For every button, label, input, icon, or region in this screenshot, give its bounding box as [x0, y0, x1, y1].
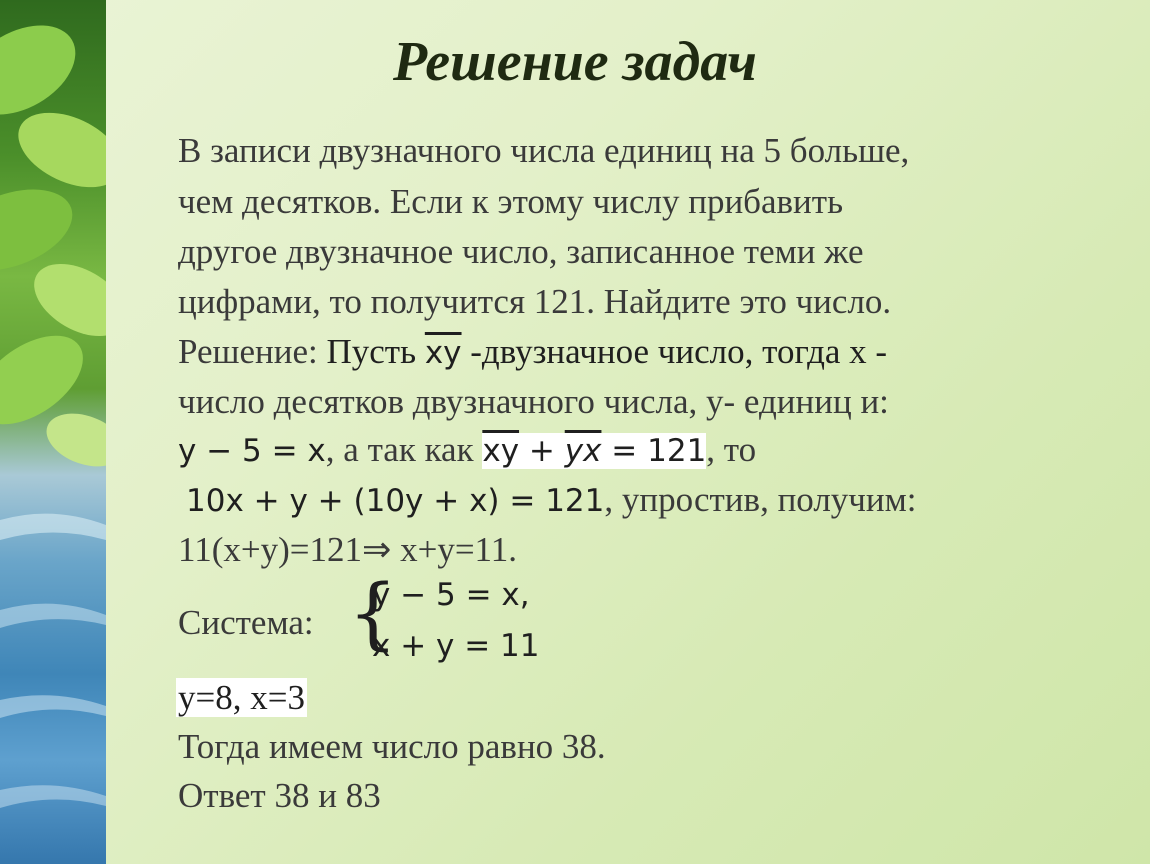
solution-line-3: [178, 430, 756, 470]
implies-arrow: ⇒: [362, 530, 392, 569]
result-line: [176, 678, 307, 718]
problem-line-3: другое двузначное число, записанное теми же: [178, 232, 864, 271]
solution-line-3-end: , то: [706, 430, 757, 469]
solution-line-2: число десятков двузначного числа, у- единиц и:: [178, 382, 889, 421]
sum-result: х+у=11.: [391, 530, 518, 569]
number-yx: $\overline{yx}$: [564, 433, 602, 469]
slide-title: Решение задач: [393, 31, 757, 93]
nature-image-strip: [0, 0, 106, 864]
answer-line: Ответ 38 и 83: [178, 776, 381, 815]
solution-line-1-rest: -двузначное число, тогда х -: [461, 332, 888, 371]
sum-equation: [482, 433, 706, 469]
equation-1: y − 5 = x: [178, 433, 326, 469]
equals-121: = 121: [601, 433, 707, 469]
conclusion-line: Тогда имеем число равно 38.: [178, 727, 606, 766]
plus-sign: +: [519, 433, 565, 469]
problem-line-2: чем десятков. Если к этому числу прибавить: [178, 182, 844, 221]
equation-2: 10x + y + (10y + x) = 121: [186, 483, 605, 519]
solution-line-4: [186, 480, 917, 520]
number-xy-2: $\overline{xy}$: [482, 433, 520, 469]
system-label: Система:: [178, 603, 314, 642]
problem-line-1: В записи двузначного числа единиц на 5 больше,: [178, 131, 910, 170]
solution-line-4-end: , упростив, получим:: [604, 480, 917, 519]
result-values: у=8, х=3: [178, 678, 305, 717]
let-word: Пусть: [326, 332, 425, 371]
solution-line-5: [178, 530, 517, 570]
system-equation-2: x + y = 11: [372, 628, 540, 664]
number-xy: $\overline{xy}$: [424, 335, 462, 371]
problem-line-4: цифрами, то получится 121. Найдите это число.: [178, 282, 892, 321]
system-equation-1: y − 5 = x,: [372, 577, 530, 613]
solution-label: Решение:: [178, 332, 327, 371]
simplified-equation: 11(х+у)=121: [178, 530, 362, 569]
system-brace: {: [348, 569, 398, 659]
solution-line-3-mid: , а так как: [325, 430, 483, 469]
solution-line-1: [178, 332, 887, 372]
